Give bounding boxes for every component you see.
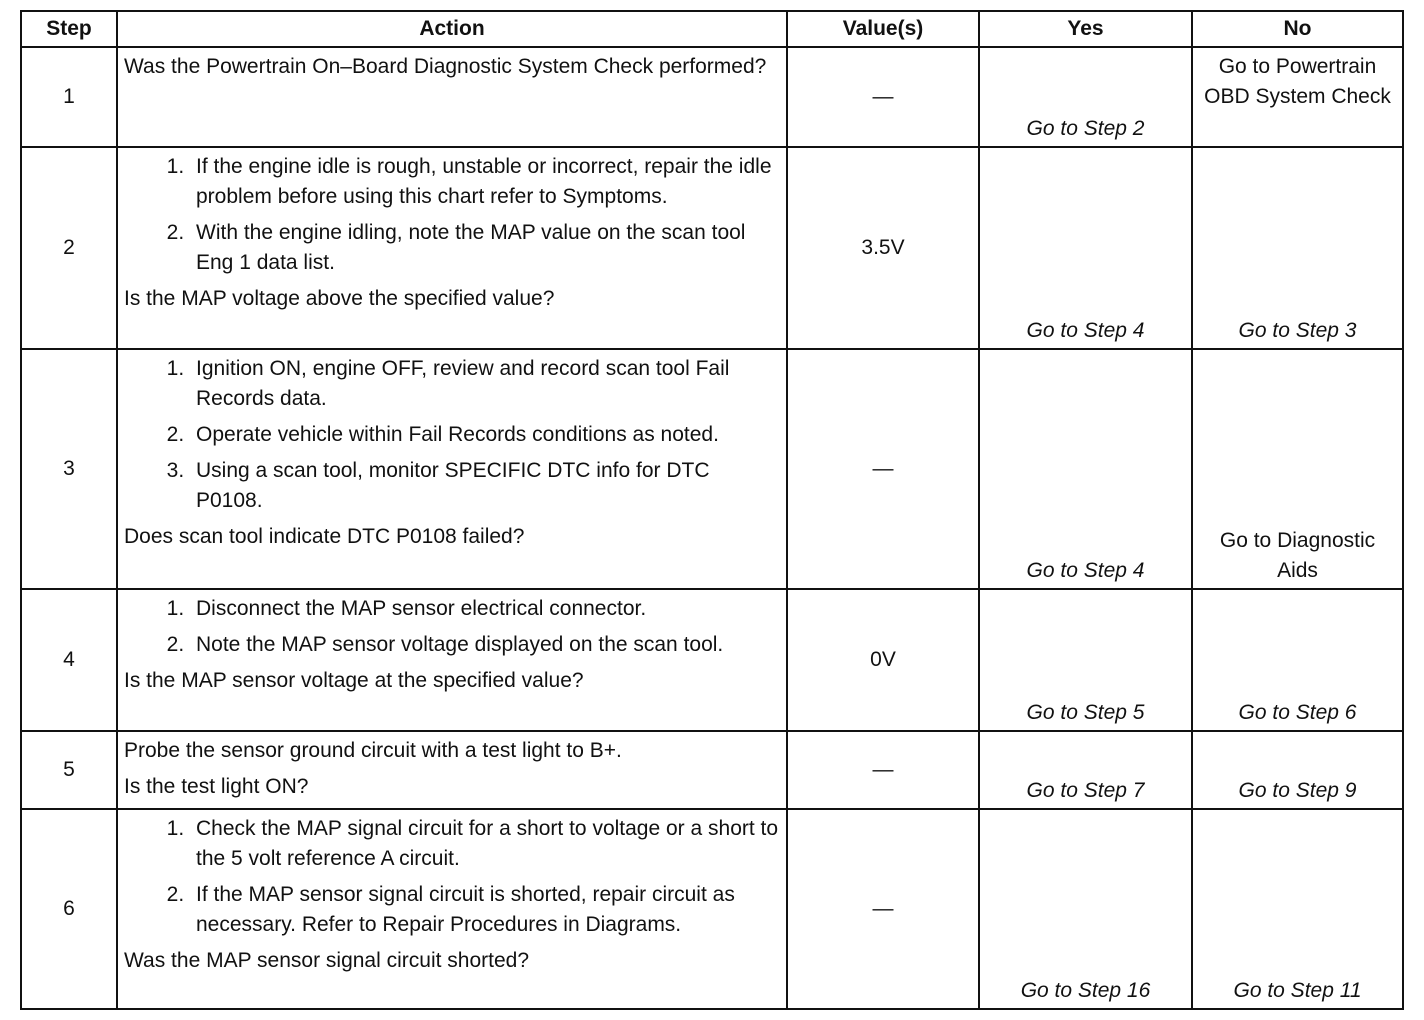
value-cell: — — [787, 47, 979, 147]
action-item: 1. Check the MAP signal circuit for a short to voltage or a short to the 5 volt reference A circuit. — [190, 814, 780, 874]
yes-cell: Go to Step 5 — [979, 589, 1192, 731]
diagnostic-table — [20, 10, 1404, 1010]
action-cell — [117, 731, 787, 809]
action-cell — [117, 47, 787, 147]
action-item: 1. If the engine idle is rough, unstable or incorrect, repair the idle problem before using this chart refer to Symptoms. — [190, 152, 780, 212]
table-row — [21, 349, 1403, 589]
header-no: No — [1192, 11, 1403, 47]
yes-cell: Go to Step 4 — [979, 147, 1192, 349]
action-list — [124, 594, 780, 660]
table-row — [21, 589, 1403, 731]
step-number: 4 — [21, 589, 117, 731]
step-number: 6 — [21, 809, 117, 1009]
action-list — [124, 152, 780, 278]
action-question: Is the test light ON? — [124, 775, 309, 798]
header-step: Step — [21, 11, 117, 47]
action-question: Was the MAP sensor signal circuit shorted? — [124, 949, 530, 972]
no-cell: Go to Powertrain OBD System Check — [1192, 47, 1403, 147]
yes-cell: Go to Step 7 — [979, 731, 1192, 809]
table-row — [21, 147, 1403, 349]
action-cell — [117, 147, 787, 349]
no-cell: Go to Diagnostic Aids — [1192, 349, 1403, 589]
no-cell: Go to Step 11 — [1192, 809, 1403, 1009]
action-item: 2. Note the MAP sensor voltage displayed on the scan tool. — [190, 630, 780, 660]
action-item: 2. If the MAP sensor signal circuit is shorted, repair circuit as necessary. Refer to Repair Procedures in Diagrams. — [190, 880, 780, 940]
header-yes: Yes — [979, 11, 1192, 47]
action-item: 2. With the engine idling, note the MAP value on the scan tool Eng 1 data list. — [190, 218, 780, 278]
value-cell: — — [787, 731, 979, 809]
value-cell: 3.5V — [787, 147, 979, 349]
action-list — [124, 354, 780, 516]
action-question: Is the MAP voltage above the specified value? — [124, 287, 555, 310]
step-number: 1 — [21, 47, 117, 147]
action-item: 1. Disconnect the MAP sensor electrical connector. — [190, 594, 780, 624]
action-cell — [117, 589, 787, 731]
action-intro: Was the Powertrain On–Board Diagnostic System Check performed? — [124, 55, 767, 78]
header-values: Value(s) — [787, 11, 979, 47]
step-number: 5 — [21, 731, 117, 809]
action-cell — [117, 349, 787, 589]
no-cell: Go to Step 6 — [1192, 589, 1403, 731]
action-cell — [117, 809, 787, 1009]
value-cell: — — [787, 349, 979, 589]
action-item: 3. Using a scan tool, monitor SPECIFIC DTC info for DTC P0108. — [190, 456, 780, 516]
yes-cell: Go to Step 2 — [979, 47, 1192, 147]
action-question: Is the MAP sensor voltage at the specified value? — [124, 669, 584, 692]
no-cell: Go to Step 9 — [1192, 731, 1403, 809]
action-item: 2. Operate vehicle within Fail Records conditions as noted. — [190, 420, 780, 450]
header-action: Action — [117, 11, 787, 47]
table-row — [21, 731, 1403, 809]
value-cell: — — [787, 809, 979, 1009]
action-list — [124, 814, 780, 940]
yes-cell: Go to Step 4 — [979, 349, 1192, 589]
action-intro: Probe the sensor ground circuit with a test light to B+. — [124, 739, 622, 762]
step-number: 2 — [21, 147, 117, 349]
step-number: 3 — [21, 349, 117, 589]
table-row — [21, 47, 1403, 147]
table-row — [21, 809, 1403, 1009]
action-item: 1. Ignition ON, engine OFF, review and record scan tool Fail Records data. — [190, 354, 780, 414]
no-cell: Go to Step 3 — [1192, 147, 1403, 349]
value-cell: 0V — [787, 589, 979, 731]
header-row — [21, 11, 1403, 47]
yes-cell: Go to Step 16 — [979, 809, 1192, 1009]
diagnostic-table-sheet — [20, 10, 1402, 1010]
action-question: Does scan tool indicate DTC P0108 failed? — [124, 525, 525, 548]
